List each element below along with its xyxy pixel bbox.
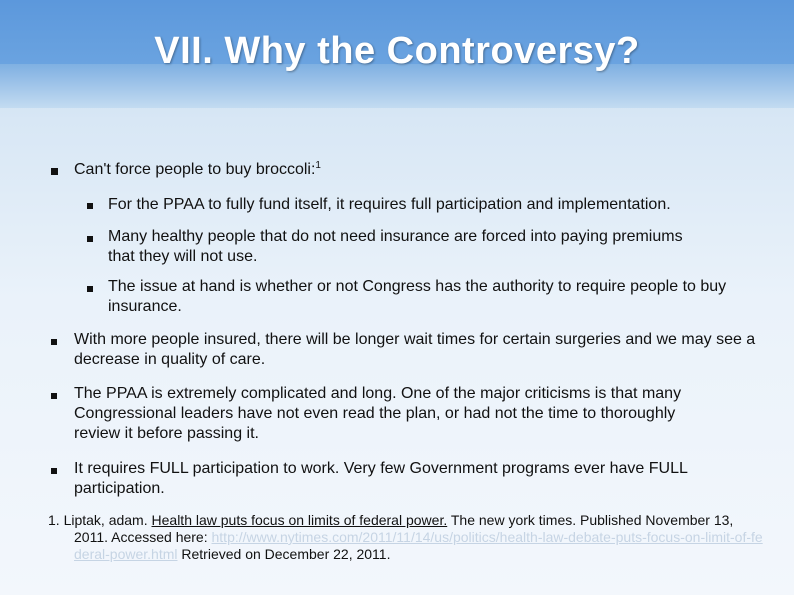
bullet-square-icon — [87, 286, 93, 292]
footnote-source: The new york times. Published November 13, 2011. Accessed here: — [74, 512, 734, 545]
sub-bullet-1-text: For the PPAA to fully fund itself, it requires full participation and implementation. — [108, 196, 671, 213]
bullet-square-icon — [51, 168, 58, 175]
bullet-square-icon — [51, 393, 57, 399]
footnote-link[interactable]: http://www.nytimes.com/2011/11/14/us/politics/health-law-debate-puts-focus-on-limit-of-federal-power.html — [74, 529, 763, 562]
footnote-ref: 1 — [315, 160, 321, 171]
bullet-square-icon — [51, 468, 57, 474]
footnote — [48, 512, 768, 563]
footnote-prefix: 1. Liptak, adam. — [48, 512, 152, 528]
bullet-3-text: The PPAA is extremely complicated and long. One of the major criticisms is that many Congressional leaders have not even read the plan, or had not the time to thoroughly review it before passing it. — [74, 385, 682, 442]
bullet-square-icon — [51, 339, 57, 345]
slide-title: VII. Why the Controversy? — [154, 30, 640, 72]
sub-bullet-3-text: The issue at hand is whether or not Congress has the authority to require people to buy insurance. — [108, 278, 727, 315]
bullet-4-text: It requires FULL participation to work. Very few Government programs ever have FULL participation. — [74, 460, 688, 497]
bullet-square-icon — [87, 203, 93, 209]
sub-bullet-2-text: Many healthy people that do not need insurance are forced into paying premiums that they will not use. — [108, 228, 683, 265]
bullet-1-label: Can't force people to buy broccoli: — [74, 161, 316, 178]
bullet-2-text: With more people insured, there will be longer wait times for certain surgeries and we may see a decrease in quality of care. — [74, 331, 756, 368]
bullet-square-icon — [87, 236, 93, 242]
footnote-retrieved: Retrieved on December 22, 2011. — [177, 546, 391, 562]
bullet-1-text — [74, 160, 754, 180]
footnote-article-title: Health law puts focus on limits of federal power. — [151, 512, 448, 528]
